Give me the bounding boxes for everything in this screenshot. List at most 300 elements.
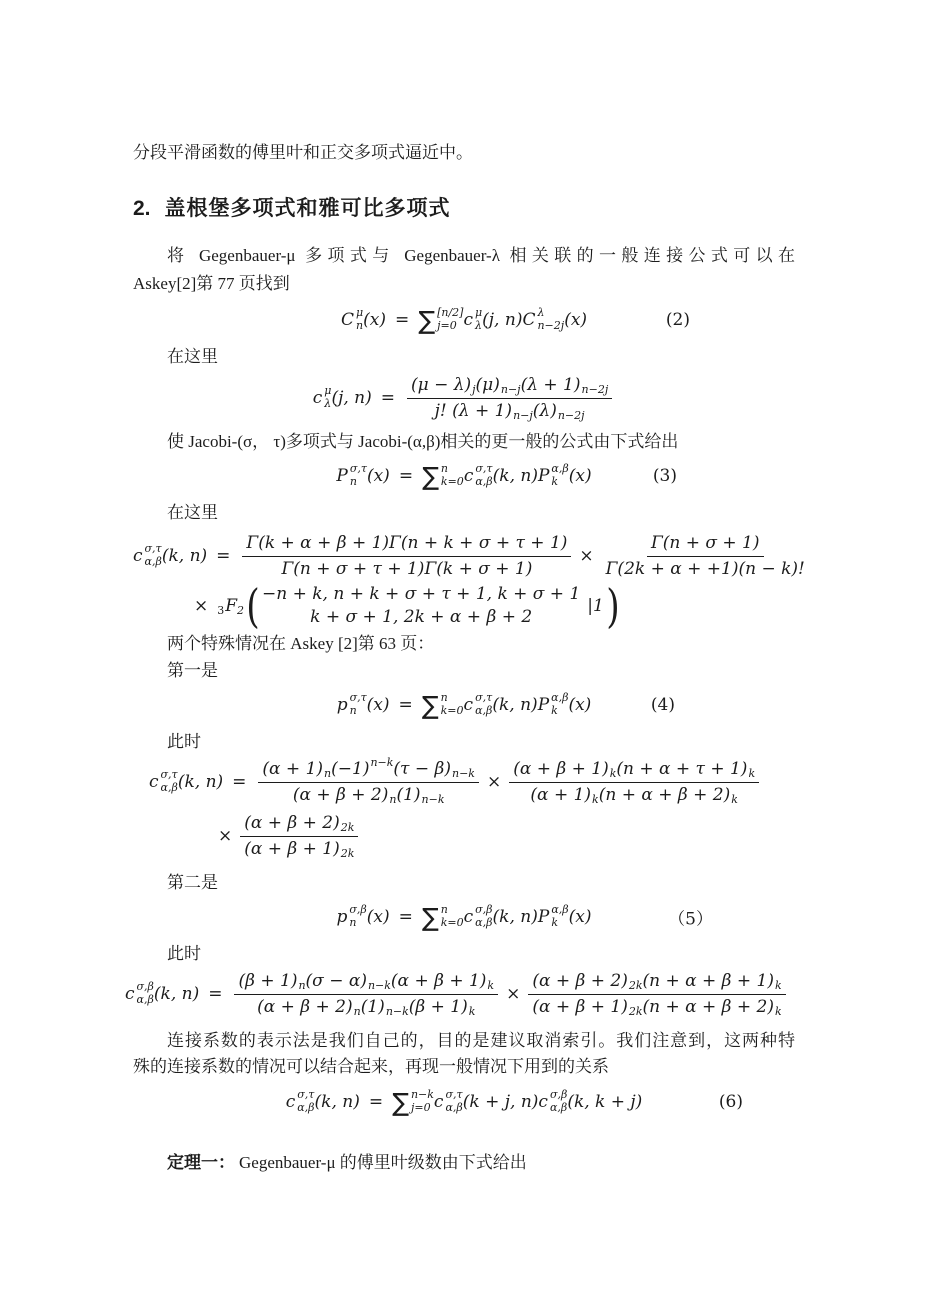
math-token: n xyxy=(353,1004,361,1018)
math-token xyxy=(407,374,612,399)
math-token xyxy=(240,837,358,860)
math-token xyxy=(550,1089,567,1114)
math-token xyxy=(421,690,464,720)
math-token: n xyxy=(298,978,306,992)
math-token: P xyxy=(537,466,550,486)
math-token: (α + 1) xyxy=(262,759,324,779)
math-token: ∑ xyxy=(421,902,439,932)
math-token xyxy=(242,532,571,580)
math-token: (λ) xyxy=(532,401,557,421)
math-token: α,β xyxy=(551,691,569,705)
math-token: (τ − β) xyxy=(393,759,451,779)
math-token: × xyxy=(506,984,521,1004)
math-token xyxy=(537,307,564,332)
math-token xyxy=(551,904,568,929)
math-token: (k, n) xyxy=(177,772,224,792)
math-token: ) xyxy=(606,579,620,633)
math-token xyxy=(643,971,782,991)
math-token xyxy=(475,904,492,929)
math-token xyxy=(306,971,391,991)
math-token xyxy=(409,997,476,1017)
math-token: (x) xyxy=(564,310,588,330)
math-token xyxy=(509,758,759,783)
math-token: (x) xyxy=(568,466,592,486)
math-token: (α + β + 1) xyxy=(244,839,340,859)
math-token xyxy=(464,904,493,929)
math-token xyxy=(602,532,809,580)
text-here-1: 在这里 xyxy=(167,347,218,366)
math-token: j=0 xyxy=(410,1101,431,1114)
text-first-is: 第一是 xyxy=(167,661,218,680)
math-token: (n + α + β + 2) xyxy=(598,785,731,805)
math-token: σ,τ xyxy=(475,691,493,705)
math-token: c xyxy=(433,1092,444,1112)
math-token: (α + β + 2) xyxy=(244,813,340,833)
math-token xyxy=(538,463,569,488)
equation-c-sigma-beta xyxy=(125,966,795,1022)
math-token: × xyxy=(579,546,594,566)
math-token: ∑ xyxy=(392,1087,409,1117)
math-token xyxy=(616,759,755,779)
math-token: c xyxy=(133,546,143,566)
math-token: n−k xyxy=(451,766,475,780)
math-token xyxy=(421,902,464,932)
math-token xyxy=(441,692,464,717)
math-token: (n + α + β + 1) xyxy=(642,971,775,991)
math-token: × xyxy=(218,826,233,846)
math-token: μ xyxy=(355,306,364,320)
math-token xyxy=(463,307,482,332)
math-token: n−2j xyxy=(557,408,585,422)
math-token xyxy=(538,692,569,717)
math-expression xyxy=(125,970,789,1018)
math-token xyxy=(242,532,571,557)
math-expression xyxy=(189,579,622,633)
math-token: k xyxy=(487,978,495,992)
math-token: n−k xyxy=(367,978,391,992)
math-token xyxy=(392,1087,434,1117)
equation-ctau-line2 xyxy=(189,579,795,633)
math-token: σ,τ xyxy=(475,462,493,476)
math-token: = xyxy=(232,772,247,792)
math-token: k xyxy=(775,1004,782,1018)
math-token xyxy=(350,692,367,717)
math-expression xyxy=(285,1087,643,1117)
math-token xyxy=(513,759,616,779)
math-token xyxy=(522,307,564,332)
equation-c-sigma-tau-line2 xyxy=(213,810,795,862)
math-token: p xyxy=(336,695,348,715)
math-token: (k, n) xyxy=(153,984,200,1004)
math-token: σ,τ xyxy=(445,1088,463,1102)
theorem-line xyxy=(133,1150,795,1175)
math-token: (k, n) xyxy=(492,695,538,715)
math-token: σ,β xyxy=(136,980,154,994)
math-token: α,β xyxy=(475,916,493,929)
math-token: n−k xyxy=(370,755,394,769)
math-token xyxy=(262,583,580,629)
theorem-text: Gegenbauer-μ 的傅里叶级数由下式给出 xyxy=(239,1153,527,1172)
math-token xyxy=(643,997,782,1017)
math-token xyxy=(391,971,494,991)
equation-number: （5） xyxy=(668,909,713,930)
math-expression xyxy=(213,812,361,860)
paragraph-line: Askey[2]第 77 页找到 xyxy=(133,274,290,293)
equation-number: (2) xyxy=(665,310,690,330)
math-token xyxy=(240,812,358,860)
math-token: μ xyxy=(475,306,483,320)
equation-5 xyxy=(133,895,795,939)
math-token xyxy=(647,532,764,557)
math-token xyxy=(599,785,738,805)
math-token: (x) xyxy=(366,907,390,927)
math-token: = xyxy=(398,466,414,486)
math-token xyxy=(145,543,162,568)
math-token: σ,τ xyxy=(297,1088,315,1102)
math-token xyxy=(464,463,493,488)
math-token xyxy=(526,783,741,806)
math-token: P xyxy=(537,907,550,927)
math-token xyxy=(407,374,612,422)
math-token: n−k xyxy=(410,1088,434,1102)
math-token: c xyxy=(312,388,323,408)
math-token xyxy=(337,904,367,929)
math-token: (α + β + 1) xyxy=(532,997,628,1017)
equation-2 xyxy=(133,298,795,342)
math-token: Γ(k + α + β + 1)Γ(n + k + σ + τ + 1) xyxy=(246,533,568,553)
math-token: c xyxy=(538,1092,548,1112)
math-token: (j, n) xyxy=(331,388,372,408)
math-token xyxy=(528,970,785,1018)
math-token xyxy=(475,692,492,717)
math-token: λ xyxy=(475,319,482,332)
paragraph-notation xyxy=(133,1028,795,1080)
math-token: k xyxy=(609,766,617,780)
math-token: (n + α + β + 2) xyxy=(642,997,775,1017)
math-token: 2 xyxy=(237,603,245,617)
equation-3 xyxy=(133,454,795,498)
math-token xyxy=(441,463,464,488)
math-token xyxy=(452,401,533,421)
math-token xyxy=(244,579,622,633)
math-token: c xyxy=(125,984,135,1004)
math-token: n−j xyxy=(513,408,533,422)
math-token: = xyxy=(216,546,231,566)
math-token: C xyxy=(522,310,536,330)
math-token xyxy=(422,461,464,491)
math-token: α,β xyxy=(297,1101,315,1114)
math-token xyxy=(528,995,785,1018)
math-token xyxy=(532,971,642,991)
math-token: j xyxy=(472,382,476,396)
math-token xyxy=(445,1089,462,1114)
math-token: k=0 xyxy=(440,475,464,488)
math-token xyxy=(277,557,536,580)
math-token xyxy=(244,813,354,833)
math-token xyxy=(431,399,589,422)
section-number: 2. xyxy=(133,197,151,220)
math-token: (α + β + 2) xyxy=(257,997,353,1017)
math-token xyxy=(297,1089,314,1114)
equation-number: (3) xyxy=(652,466,677,486)
equation-number: (6) xyxy=(718,1092,743,1112)
math-token: k=0 xyxy=(440,916,464,929)
math-token: k=0 xyxy=(440,704,464,717)
math-token: α,β xyxy=(551,903,569,917)
math-token: = xyxy=(398,695,413,715)
intro-line: 分段平滑函数的傅里叶和正交多项式逼近中。 xyxy=(133,143,473,162)
math-token xyxy=(240,812,358,837)
math-token: (1) xyxy=(396,785,421,805)
paragraph-line: 将 Gegenbauer-μ 多项式与 Gegenbauer-λ 相关联的一般连接公式可以在 xyxy=(167,246,795,265)
math-token: n xyxy=(440,462,449,476)
math-token: n xyxy=(349,704,357,717)
math-token xyxy=(149,769,178,794)
math-token: = xyxy=(208,984,223,1004)
math-token: c xyxy=(463,907,474,927)
math-token: (k + j, n) xyxy=(462,1092,539,1112)
math-token: α,β xyxy=(475,704,493,717)
math-token: ( xyxy=(246,579,260,633)
math-token xyxy=(396,785,444,805)
math-token: (μ − λ) xyxy=(410,375,472,395)
math-token: k xyxy=(592,792,599,806)
math-token: n xyxy=(349,475,357,488)
math-token xyxy=(475,307,482,332)
math-token: p xyxy=(336,907,348,927)
math-expression xyxy=(336,461,592,491)
math-token: 2k xyxy=(628,978,643,992)
math-token xyxy=(349,904,366,929)
math-token xyxy=(262,759,331,779)
math-token: k + σ + 1, 2k + α + β + 2 xyxy=(310,607,533,627)
math-token: (−1) xyxy=(331,759,370,779)
math-token: F xyxy=(225,596,238,616)
math-token xyxy=(437,307,463,332)
math-token: k xyxy=(468,1004,476,1018)
math-token: (λ + 1) xyxy=(520,375,581,395)
math-token: = xyxy=(368,1092,384,1112)
section-title: 盖根堡多项式和雅可比多项式 xyxy=(164,197,451,220)
math-expression xyxy=(149,755,762,806)
equation-c-sigma-tau-line1 xyxy=(149,754,795,810)
math-expression xyxy=(340,305,588,335)
equation-ctau-line1 xyxy=(133,527,805,585)
math-token: μ xyxy=(324,384,332,398)
math-token xyxy=(313,385,332,410)
math-token: λ xyxy=(537,306,545,320)
theorem-label: 定理一： xyxy=(167,1153,235,1172)
math-token: (1) xyxy=(360,997,385,1017)
math-token xyxy=(356,307,363,332)
math-token: 2k xyxy=(628,1004,643,1018)
math-token xyxy=(528,970,785,995)
math-token: α,β xyxy=(549,1101,568,1114)
math-token: k xyxy=(551,475,559,488)
math-token: (α + 1) xyxy=(530,785,592,805)
math-token: ∑ xyxy=(422,461,439,491)
math-token xyxy=(293,785,397,805)
math-token: = xyxy=(398,907,413,927)
math-token: c xyxy=(463,310,473,330)
math-expression xyxy=(133,532,812,580)
math-token: λ xyxy=(324,397,332,410)
math-token: n xyxy=(349,916,357,929)
math-token: (λ + 1) xyxy=(452,401,513,421)
section-heading xyxy=(133,192,795,222)
math-token xyxy=(441,904,464,929)
paragraph-line: 连接系数的表示法是我们自己的，目的是建议取消索引。我们注意到，这两种特 xyxy=(167,1031,795,1050)
math-token: k xyxy=(551,916,558,929)
math-token: j=0 xyxy=(437,319,457,332)
math-token: (k, n) xyxy=(492,466,538,486)
math-token: (μ) xyxy=(475,375,500,395)
math-token: (k, n) xyxy=(314,1092,360,1112)
math-token: σ,β xyxy=(475,903,493,917)
math-token xyxy=(257,997,361,1017)
math-token xyxy=(341,307,363,332)
math-token: (n + α + τ + 1) xyxy=(616,759,748,779)
math-token xyxy=(521,375,609,395)
math-token: Γ(n + σ + 1) xyxy=(650,533,760,553)
math-token: α,β xyxy=(445,1101,463,1114)
equation-connection-mu-lambda xyxy=(133,369,795,427)
math-token xyxy=(533,401,585,421)
math-token: 3 xyxy=(217,603,225,617)
math-token: (σ − α) xyxy=(305,971,367,991)
math-token: (x) xyxy=(363,310,386,330)
equation-4 xyxy=(133,683,795,727)
math-expression xyxy=(313,374,615,422)
math-token xyxy=(336,463,367,488)
math-token xyxy=(538,904,569,929)
paragraph-line: 殊的连接系数的情况可以结合起来，再现一般情况下用到的关系 xyxy=(133,1057,609,1076)
math-token xyxy=(393,759,475,779)
math-token: −n + k, n + k + σ + τ + 1, k + σ + 1 xyxy=(262,584,581,605)
math-token: Γ(n + σ + τ + 1)Γ(k + σ + 1) xyxy=(281,559,533,579)
math-token: α,β xyxy=(160,781,178,794)
math-token: σ,τ xyxy=(349,462,367,476)
math-token: (α + β + 1) xyxy=(513,759,609,779)
math-token: n xyxy=(440,691,448,705)
math-token: (x) xyxy=(568,695,592,715)
math-token: ∑ xyxy=(418,305,436,335)
text-jacobi-relation: 使 Jacobi-(σ， τ)多项式与 Jacobi-(α,β)相关的更一般的公式由下式给出 xyxy=(167,432,679,451)
math-token: (k, n) xyxy=(492,907,538,927)
math-token: P xyxy=(537,695,550,715)
math-token: (α + β + 1) xyxy=(390,971,487,991)
math-token xyxy=(551,692,568,717)
math-token: σ,τ xyxy=(144,542,162,556)
math-token xyxy=(258,755,479,783)
math-token: k xyxy=(748,766,756,780)
math-token xyxy=(331,755,394,779)
math-expression xyxy=(336,902,592,932)
math-token: k xyxy=(731,792,738,806)
math-token: n xyxy=(389,792,397,806)
math-token xyxy=(286,1089,315,1114)
math-token: α,β xyxy=(144,555,162,568)
text-then-2: 此时 xyxy=(167,944,201,963)
math-token xyxy=(475,463,492,488)
math-token: σ,τ xyxy=(349,691,367,705)
math-token xyxy=(133,543,162,568)
math-token: c xyxy=(285,1092,296,1112)
math-token: (k, k + j) xyxy=(567,1092,643,1112)
math-token: σ,β xyxy=(349,903,367,917)
math-token xyxy=(602,557,809,580)
math-token: k xyxy=(551,704,558,717)
text-then-1: 此时 xyxy=(167,732,201,751)
math-token xyxy=(253,995,479,1018)
math-token: n−k xyxy=(385,1004,409,1018)
math-token: α,β xyxy=(136,993,154,1006)
math-token: n−j xyxy=(500,382,521,396)
math-token: C xyxy=(340,310,354,330)
math-token xyxy=(509,758,759,806)
math-token xyxy=(411,375,476,395)
paragraph-intro xyxy=(133,242,795,298)
math-token: σ,τ xyxy=(160,768,178,782)
math-token xyxy=(217,596,244,616)
math-token xyxy=(476,375,521,395)
math-token: (x) xyxy=(366,466,390,486)
math-token: (k, n) xyxy=(161,546,208,566)
math-token: Γ(2k + α + +1)(n − k)! xyxy=(605,559,805,579)
math-token xyxy=(350,463,367,488)
math-token: c xyxy=(463,695,474,715)
math-token: σ,β xyxy=(549,1088,568,1102)
math-token: c xyxy=(463,466,474,486)
math-token: P xyxy=(336,466,348,486)
math-token: |1 xyxy=(587,596,604,616)
text-second-is: 第二是 xyxy=(167,873,218,892)
math-token xyxy=(244,839,354,859)
math-token xyxy=(464,692,493,717)
math-token: (x) xyxy=(568,907,592,927)
math-token xyxy=(434,1089,463,1114)
math-token xyxy=(234,970,498,995)
math-token: × xyxy=(486,772,502,792)
math-token: (α + β + 2) xyxy=(532,971,628,991)
math-token: c xyxy=(149,772,159,792)
text-here-2: 在这里 xyxy=(167,503,218,522)
math-token xyxy=(532,997,642,1017)
math-token: (x) xyxy=(366,695,390,715)
math-token xyxy=(234,970,498,1018)
math-token: n xyxy=(324,766,332,780)
math-token: n−2j xyxy=(581,382,609,396)
math-token xyxy=(238,971,305,991)
math-token xyxy=(361,997,409,1017)
text-two-cases: 两个特殊情况在 Askey [2]第 63 页： xyxy=(167,634,435,653)
math-token: = xyxy=(394,310,410,330)
equation-6 xyxy=(133,1080,795,1124)
math-token: = xyxy=(380,388,395,408)
math-token xyxy=(289,783,449,806)
math-token xyxy=(538,1089,567,1114)
math-token: 2k xyxy=(340,846,355,860)
math-token: j! xyxy=(434,401,453,421)
math-token: n xyxy=(440,903,448,917)
math-token xyxy=(161,769,178,794)
math-token xyxy=(258,755,479,806)
math-token: n−k xyxy=(421,792,445,806)
math-token: × xyxy=(194,596,209,616)
math-token: (α + β + 2) xyxy=(292,785,389,805)
math-token: α,β xyxy=(551,462,569,476)
math-token xyxy=(530,785,598,805)
